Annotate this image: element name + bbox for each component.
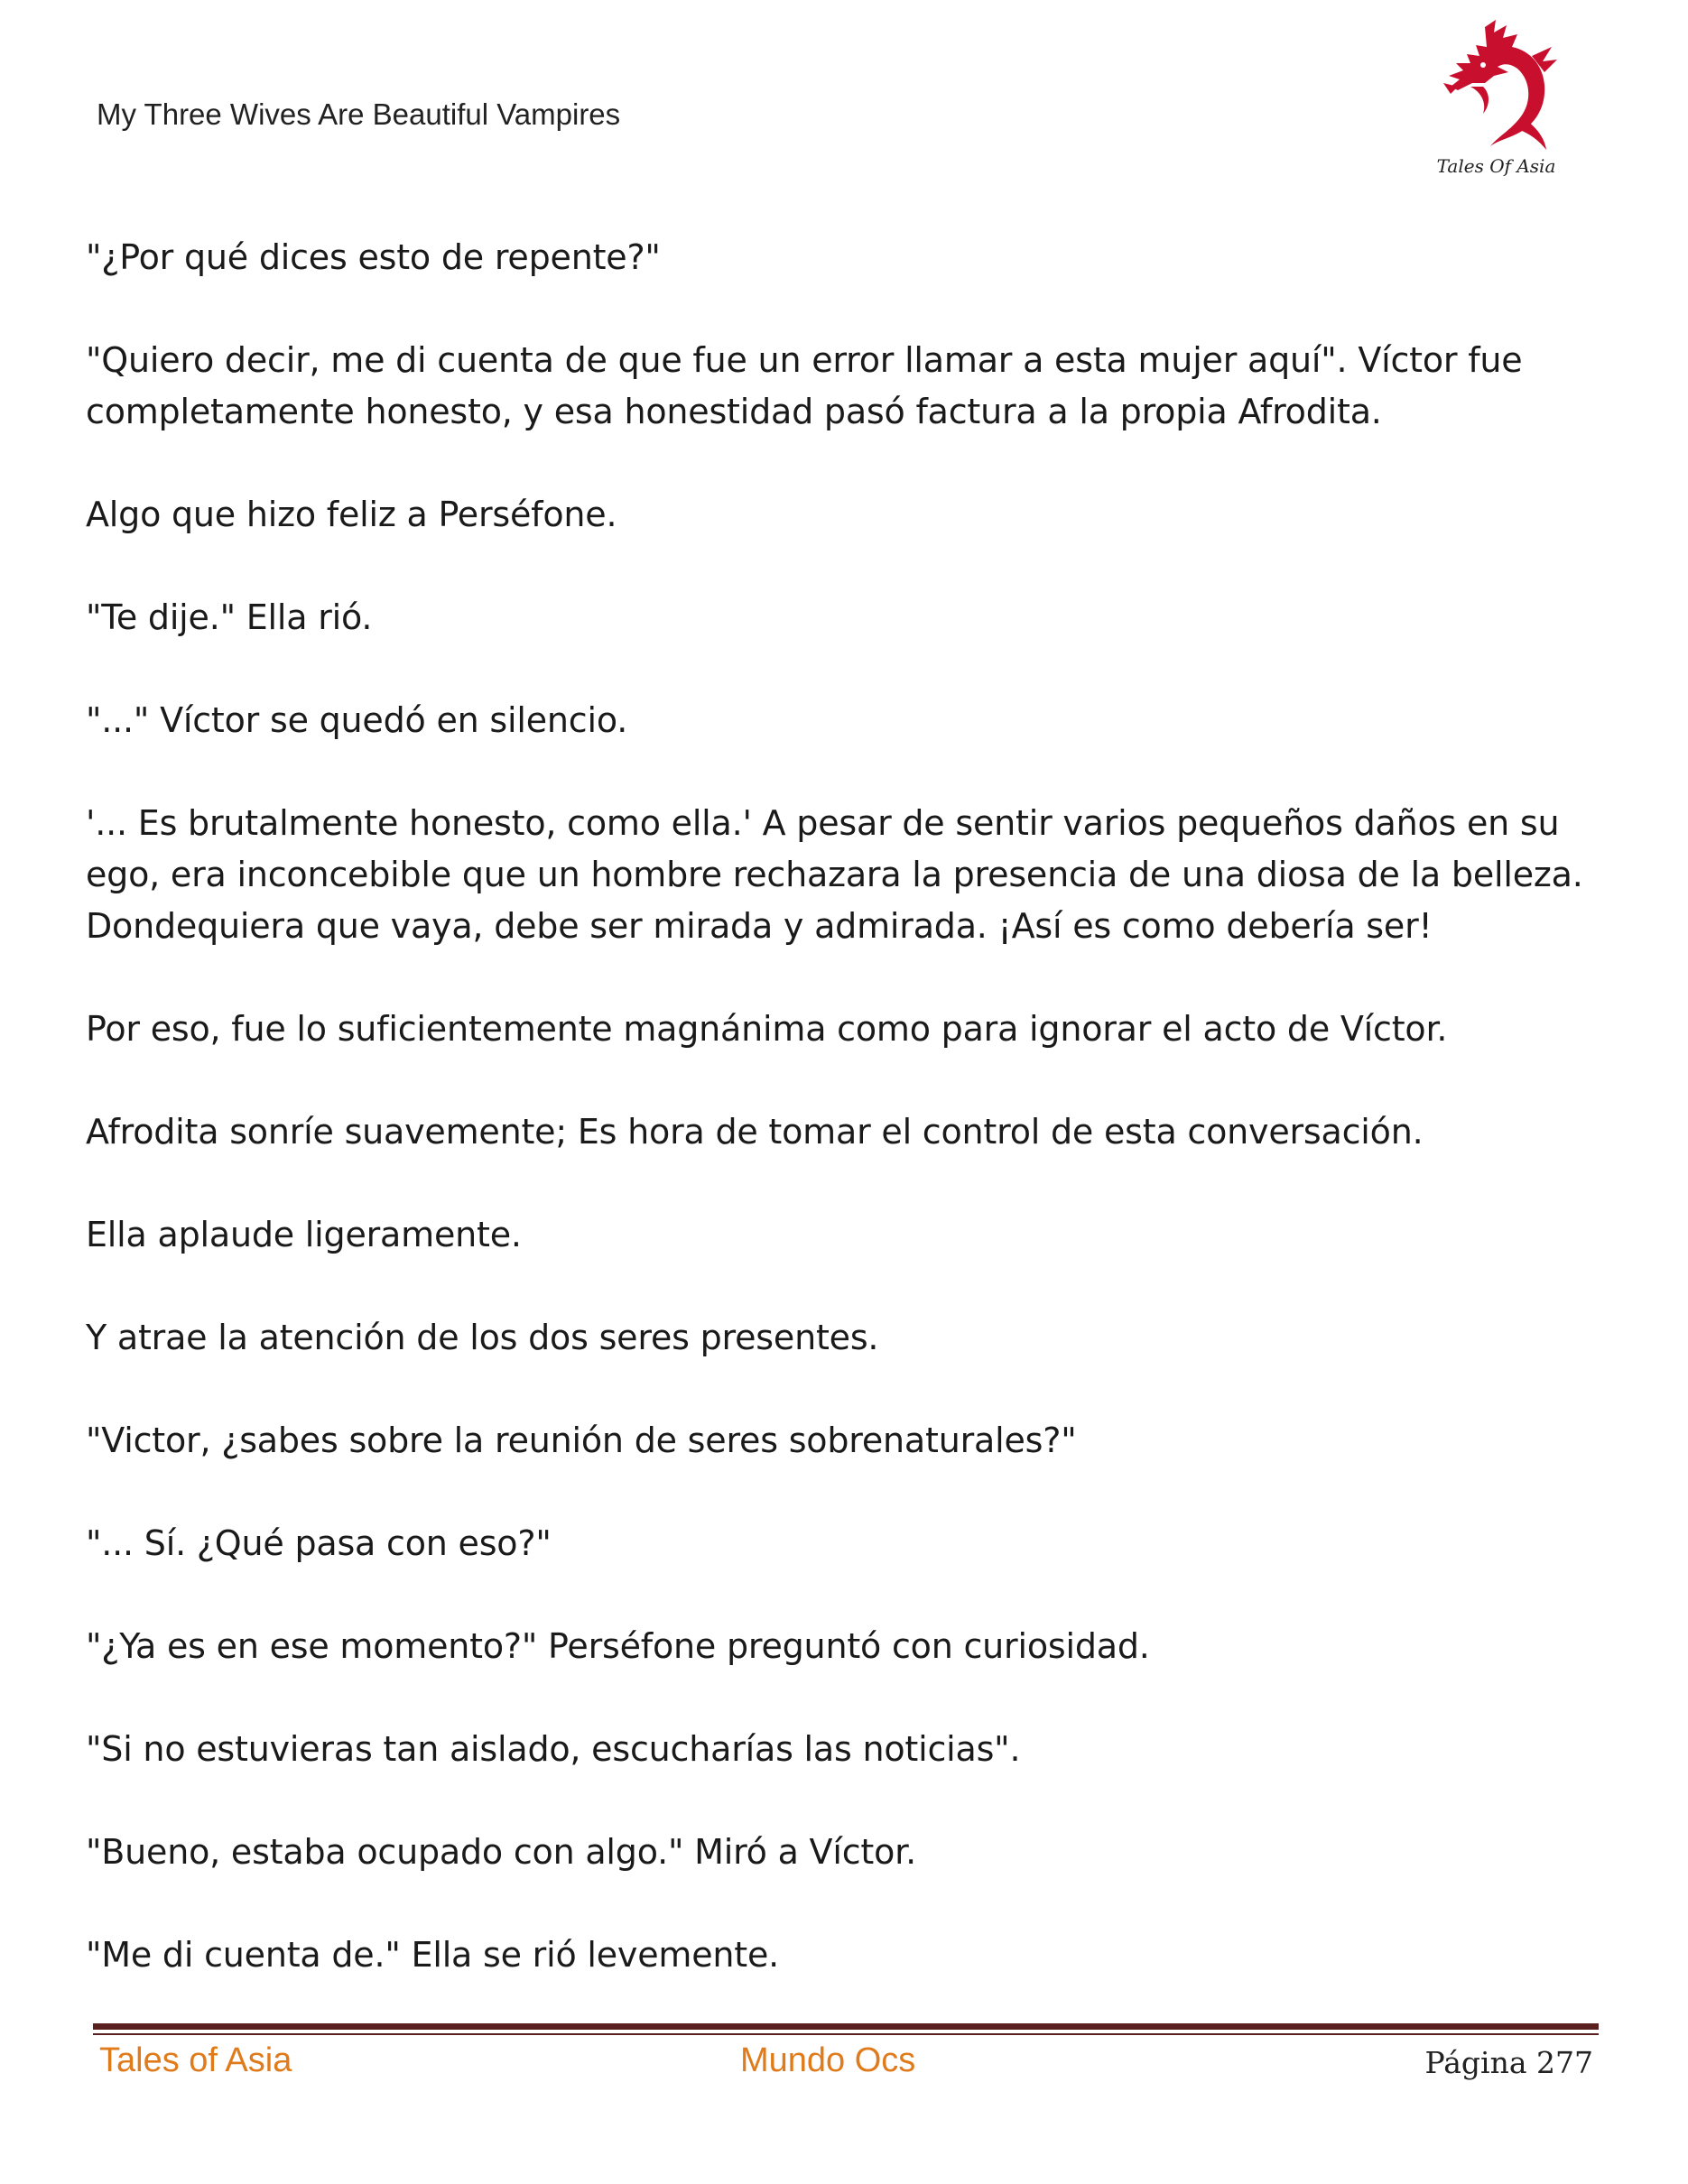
page-number: Página 277 — [1424, 2045, 1593, 2080]
book-title: My Three Wives Are Beautiful Vampires — [97, 97, 621, 131]
paragraph: Afrodita sonríe suavemente; Es hora de tomar el control de esta conversación. — [86, 1112, 1424, 1152]
footer-rule-thin — [93, 2033, 1599, 2035]
footer-publisher: Tales of Asia — [99, 2041, 292, 2079]
paragraph: Ella aplaude ligeramente. — [86, 1215, 522, 1254]
paragraph: Algo que hizo feliz a Perséfone. — [86, 495, 617, 534]
footer-divider — [93, 2023, 1599, 2035]
paragraph: "Me di cuenta de." Ella se rió levemente. — [86, 1935, 780, 1975]
paragraph: "¿Por qué dices esto de repente?" — [86, 237, 661, 277]
paragraph: "Quiero decir, me di cuenta de que fue un error llamar a esta mujer aquí". Víctor fue completamente honesto, y esa honestidad pasó factura a la propia Afrodita. — [86, 340, 1523, 431]
footer-site: Mundo Ocs — [740, 2041, 916, 2079]
paragraph: "... Sí. ¿Qué pasa con eso?" — [86, 1523, 552, 1563]
paragraph: "Victor, ¿sabes sobre la reunión de seres sobrenaturales?" — [86, 1421, 1077, 1460]
footer-rule-thick — [93, 2023, 1599, 2030]
paragraph: "Bueno, estaba ocupado con algo." Miró a Víctor. — [86, 1832, 916, 1872]
paragraph: "Si no estuvieras tan aislado, escucharías las noticias". — [86, 1729, 1021, 1769]
paragraph: Por eso, fue lo suficientemente magnánima como para ignorar el acto de Víctor. — [86, 1009, 1448, 1049]
publisher-logo — [1431, 20, 1562, 182]
logo-text: Tales Of Asia — [1436, 155, 1556, 177]
paragraph: Y atrae la atención de los dos seres presentes. — [86, 1318, 879, 1357]
paragraph: "Te dije." Ella rió. — [86, 597, 373, 637]
red-dragon-icon — [1431, 20, 1562, 155]
paragraph: "..." Víctor se quedó en silencio. — [86, 700, 628, 740]
paragraph: '... Es brutalmente honesto, como ella.' A pesar de sentir varios pequeños daños en su ego, era inconcebible que un hombre rechazara la presencia de una diosa de la belleza. Dondequiera que vaya, debe ser mirada y admirada. ¡Así es como debería ser! — [86, 803, 1583, 946]
page-body — [86, 232, 1602, 2032]
paragraph: "¿Ya es en ese momento?" Perséfone preguntó con curiosidad. — [86, 1626, 1150, 1666]
